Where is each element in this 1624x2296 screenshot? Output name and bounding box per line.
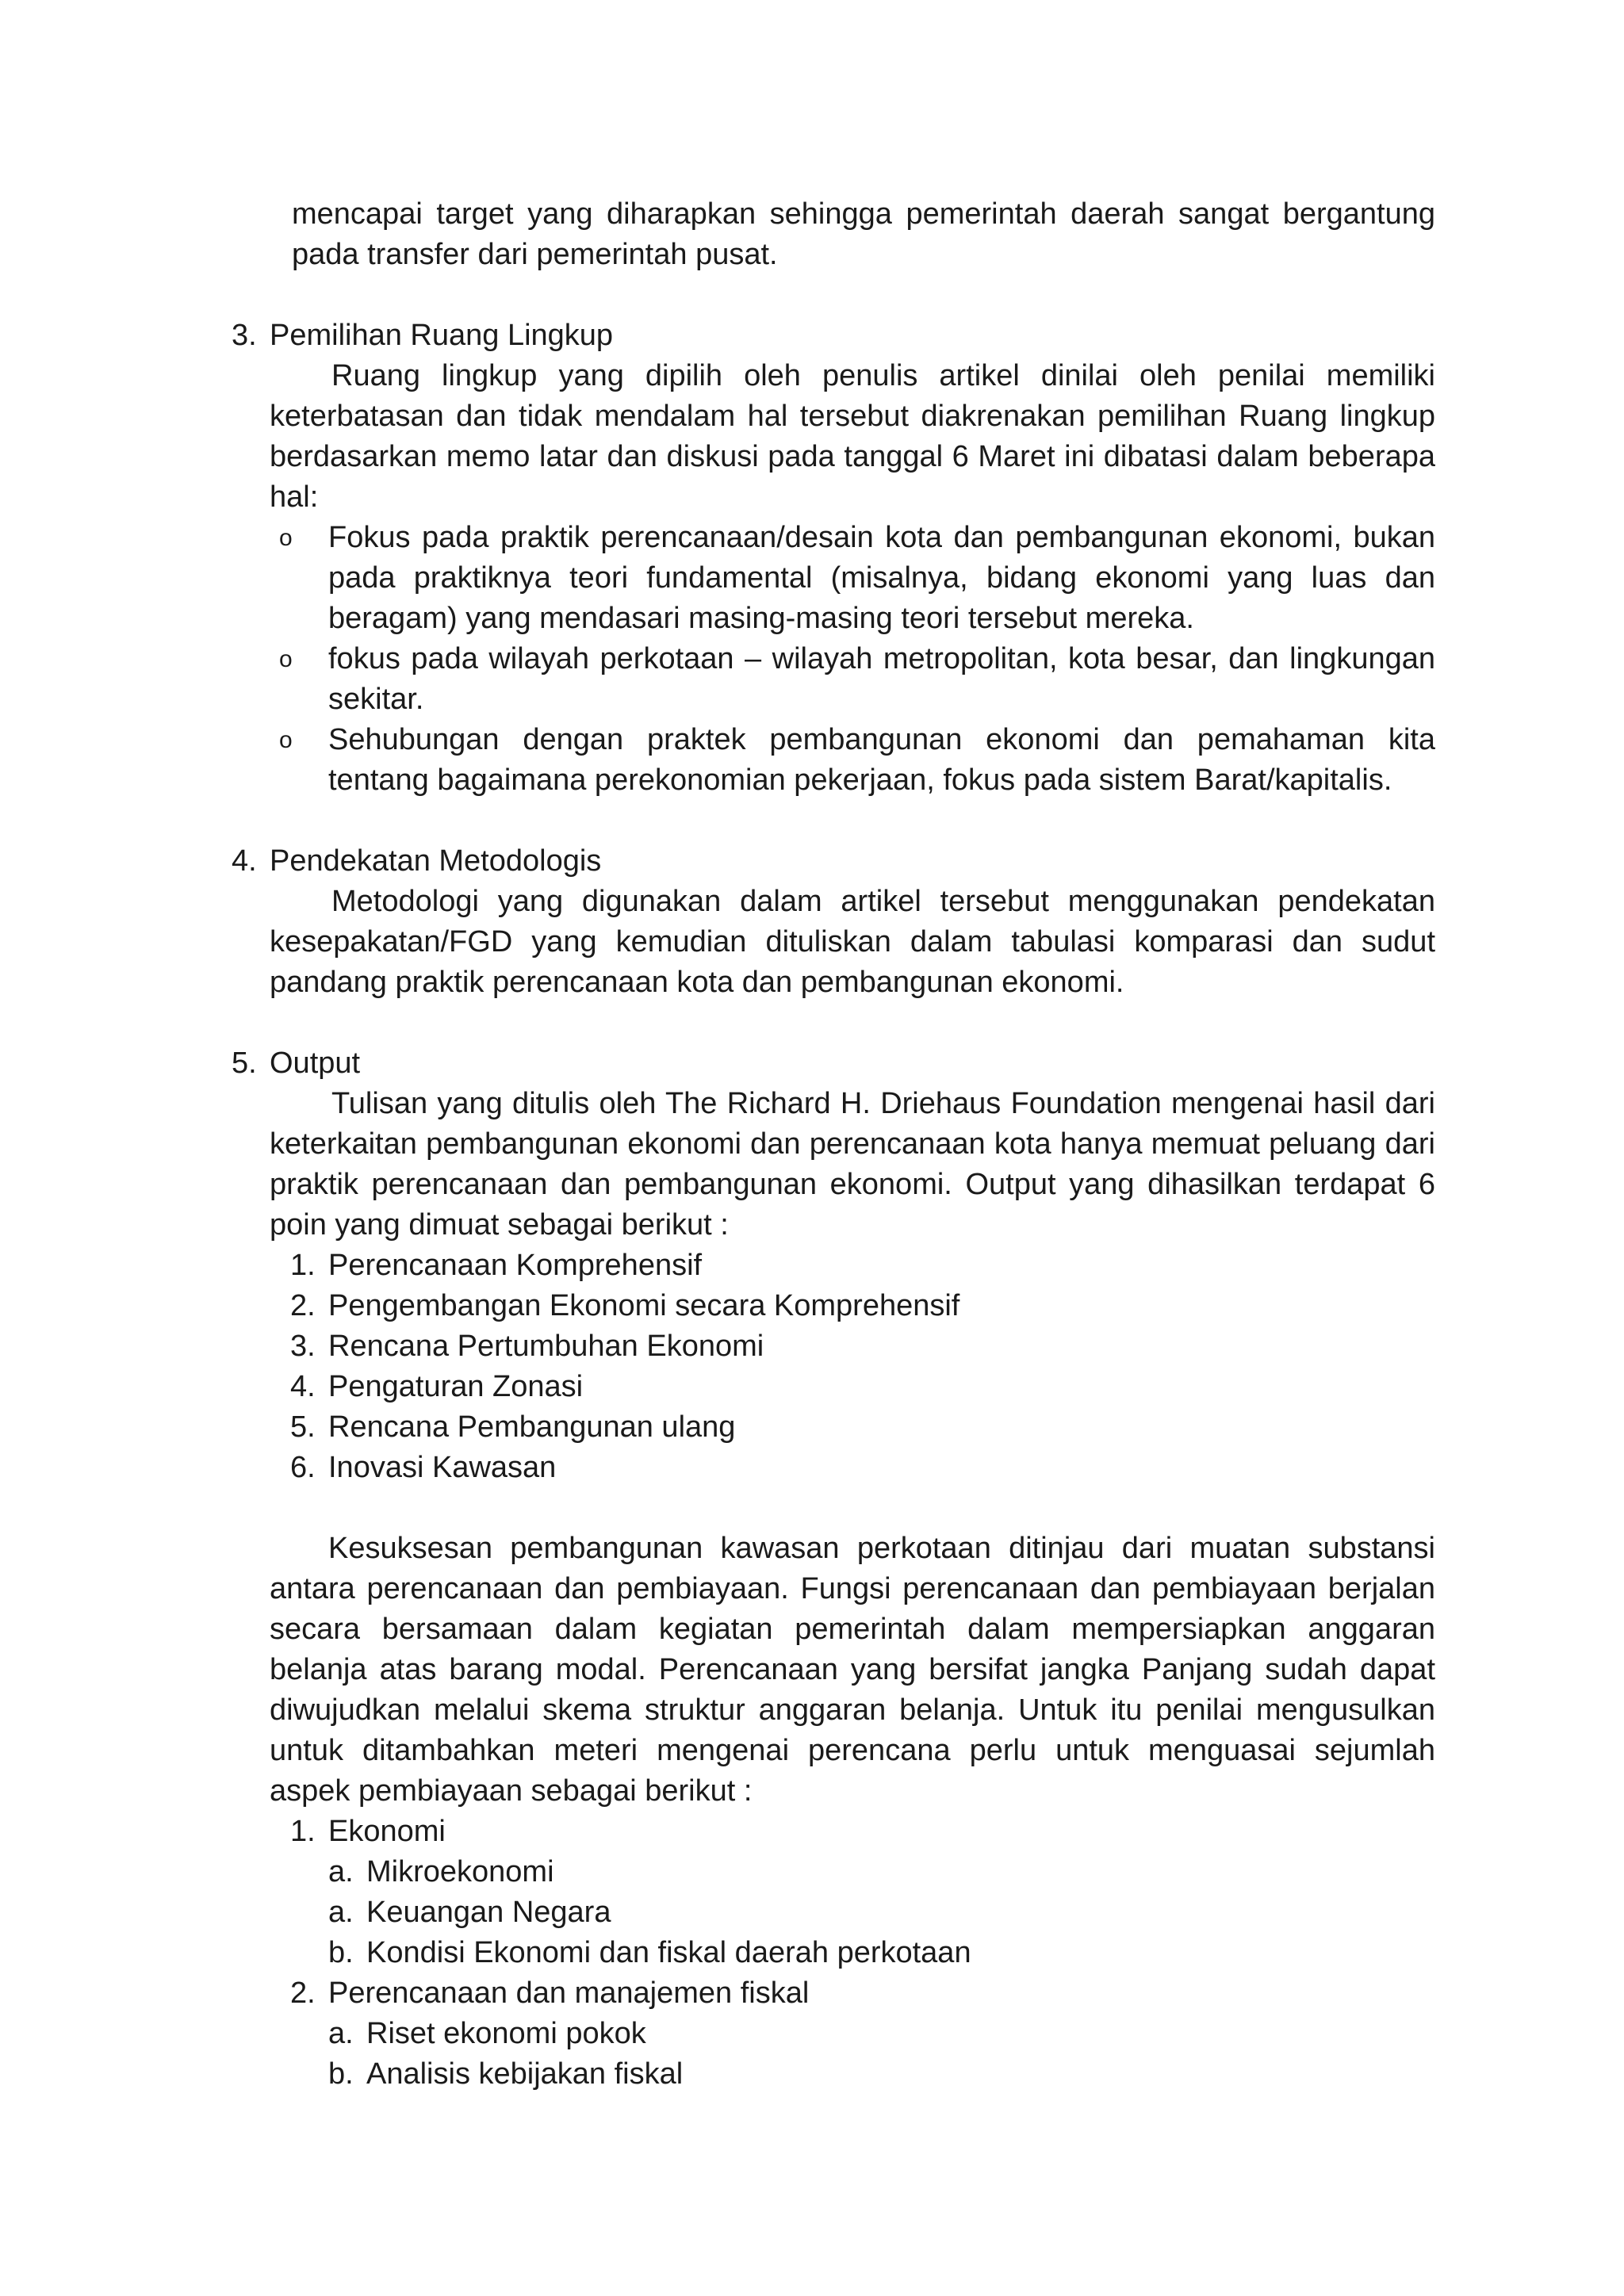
list-number: 5. (290, 1410, 316, 1444)
section-3-body: Ruang lingkup yang dipilih oleh penulis artikel dinilai oleh penilai memiliki keterbatasan dan tidak mendalam hal tersebut diakrenakan pemilihan Ruang lingkup berdasarkan memo latar dan diskusi pada tanggal 6 Maret ini dibatasi dalam beberapa hal: (270, 359, 1435, 514)
list-item (270, 1326, 1435, 1367)
list-item (270, 1407, 1435, 1448)
list-item (270, 720, 1435, 801)
list-letter: b. (328, 2057, 354, 2091)
section-5-heading (232, 1043, 1435, 1084)
list-number: 2. (290, 1289, 316, 1322)
financing-aspects-list-cont (270, 1973, 1435, 2014)
list-text: Perencanaan Komprehensif (328, 1249, 703, 1282)
list-item (270, 1852, 1435, 1892)
section-5-title: Output (270, 1047, 361, 1080)
section-5-number: 5. (232, 1047, 257, 1080)
list-text: Pengembangan Ekonomi secara Komprehensif (328, 1289, 960, 1322)
fiscal-sublist (270, 2014, 1435, 2095)
list-item (270, 1448, 1435, 1488)
document-body (232, 194, 1435, 2095)
section-3-heading (232, 316, 1435, 356)
bullet-text: Sehubungan dengan praktek pembangunan ekonomi dan pemahaman kita tentang bagaimana perekonomian pekerjaan, fokus pada sistem Barat/kapitalis. (328, 723, 1435, 797)
list-item (270, 639, 1435, 720)
list-number: 6. (290, 1451, 316, 1484)
section-4-body: Metodologi yang digunakan dalam artikel tersebut menggunakan pendekatan kesepakatan/FGD yang kemudian dituliskan dalam tabulasi komparasi dan sudut pandang praktik perencanaan kota dan pembangunan ekonomi. (270, 885, 1435, 999)
hollow-circle-bullet-icon: o (279, 525, 293, 551)
section-4-heading (232, 841, 1435, 882)
list-number: 2. (290, 1976, 316, 2010)
list-number: 4. (290, 1370, 316, 1403)
list-item (270, 518, 1435, 639)
section-3-number: 3. (232, 319, 257, 352)
list-text: Kondisi Ekonomi dan fiskal daerah perkotaan (366, 1936, 971, 1969)
section-3-bullet-list (270, 518, 1435, 801)
list-letter: a. (328, 1855, 354, 1888)
list-number: 1. (290, 1249, 316, 1282)
list-number: 1. (290, 1815, 316, 1848)
list-number: 3. (290, 1330, 316, 1363)
list-text: Ekonomi (328, 1815, 446, 1848)
section-5-body: Tulisan yang ditulis oleh The Richard H. Driehaus Foundation mengenai hasil dari keterkaitan pembangunan ekonomi dan perencanaan kota hanya memuat peluang dari praktik perencanaan dan pembangunan ekonomi. Output yang dihasilkan terdapat 6 poin yang dimuat sebagai berikut : (270, 1087, 1435, 1242)
intro-continuation-paragraph: mencapai target yang diharapkan sehingga pemerintah daerah sangat bergantung pada transfer dari pemerintah pusat. (292, 197, 1435, 271)
hollow-circle-bullet-icon: o (279, 646, 293, 672)
list-item (270, 1892, 1435, 1933)
list-letter: a. (328, 2017, 354, 2050)
economics-sublist (270, 1852, 1435, 1973)
list-text: Keuangan Negara (366, 1896, 611, 1929)
list-text: Perencanaan dan manajemen fiskal (328, 1976, 810, 2010)
list-item (270, 2054, 1435, 2095)
section-4-number: 4. (232, 844, 257, 878)
financing-aspects-list (270, 1812, 1435, 1852)
list-letter: a. (328, 1896, 354, 1929)
list-text: Mikroekonomi (366, 1855, 554, 1888)
list-item (270, 1367, 1435, 1407)
list-item (270, 1812, 1435, 1852)
list-text: Pengaturan Zonasi (328, 1370, 584, 1403)
list-letter: b. (328, 1936, 354, 1969)
list-text: Analisis kebijakan fiskal (366, 2057, 684, 2091)
section-4 (232, 841, 1435, 1003)
list-text: Riset ekonomi pokok (366, 2017, 646, 2050)
section-3 (232, 316, 1435, 801)
list-item (270, 1973, 1435, 2014)
hollow-circle-bullet-icon: o (279, 727, 293, 753)
list-item (270, 2014, 1435, 2054)
closing-paragraph: Kesuksesan pembangunan kawasan perkotaan ditinjau dari muatan substansi antara perencanaan dan pembiayaan. Fungsi perencanaan dan pembiayaan berjalan secara bersamaan dalam kegiatan pemerintah dalam mempersiapkan anggaran belanja atas barang modal. Perencanaan yang bersifat jangka Panjang sudah dapat diwujudkan melalui skema struktur anggaran belanja. Untuk itu penilai mengusulkan untuk ditambahkan meteri mengenai perencana perlu untuk menguasai sejumlah aspek pembiayaan sebagai berikut : (270, 1532, 1435, 1808)
list-text: Inovasi Kawasan (328, 1451, 557, 1484)
bullet-text: fokus pada wilayah perkotaan – wilayah metropolitan, kota besar, dan lingkungan sekitar. (328, 642, 1435, 716)
list-item (270, 1286, 1435, 1326)
list-item (270, 1246, 1435, 1286)
list-text: Rencana Pembangunan ulang (328, 1410, 736, 1444)
section-4-title: Pendekatan Metodologis (270, 844, 602, 878)
list-item (270, 1933, 1435, 1973)
section-3-title: Pemilihan Ruang Lingkup (270, 319, 614, 352)
list-text: Rencana Pertumbuhan Ekonomi (328, 1330, 764, 1363)
bullet-text: Fokus pada praktik perencanaan/desain kota dan pembangunan ekonomi, bukan pada praktiknya teori fundamental (misalnya, bidang ekonomi yang luas dan beragam) yang mendasari masing-masing teori tersebut mereka. (328, 521, 1435, 635)
section-5 (232, 1043, 1435, 1488)
output-numbered-list (270, 1246, 1435, 1488)
